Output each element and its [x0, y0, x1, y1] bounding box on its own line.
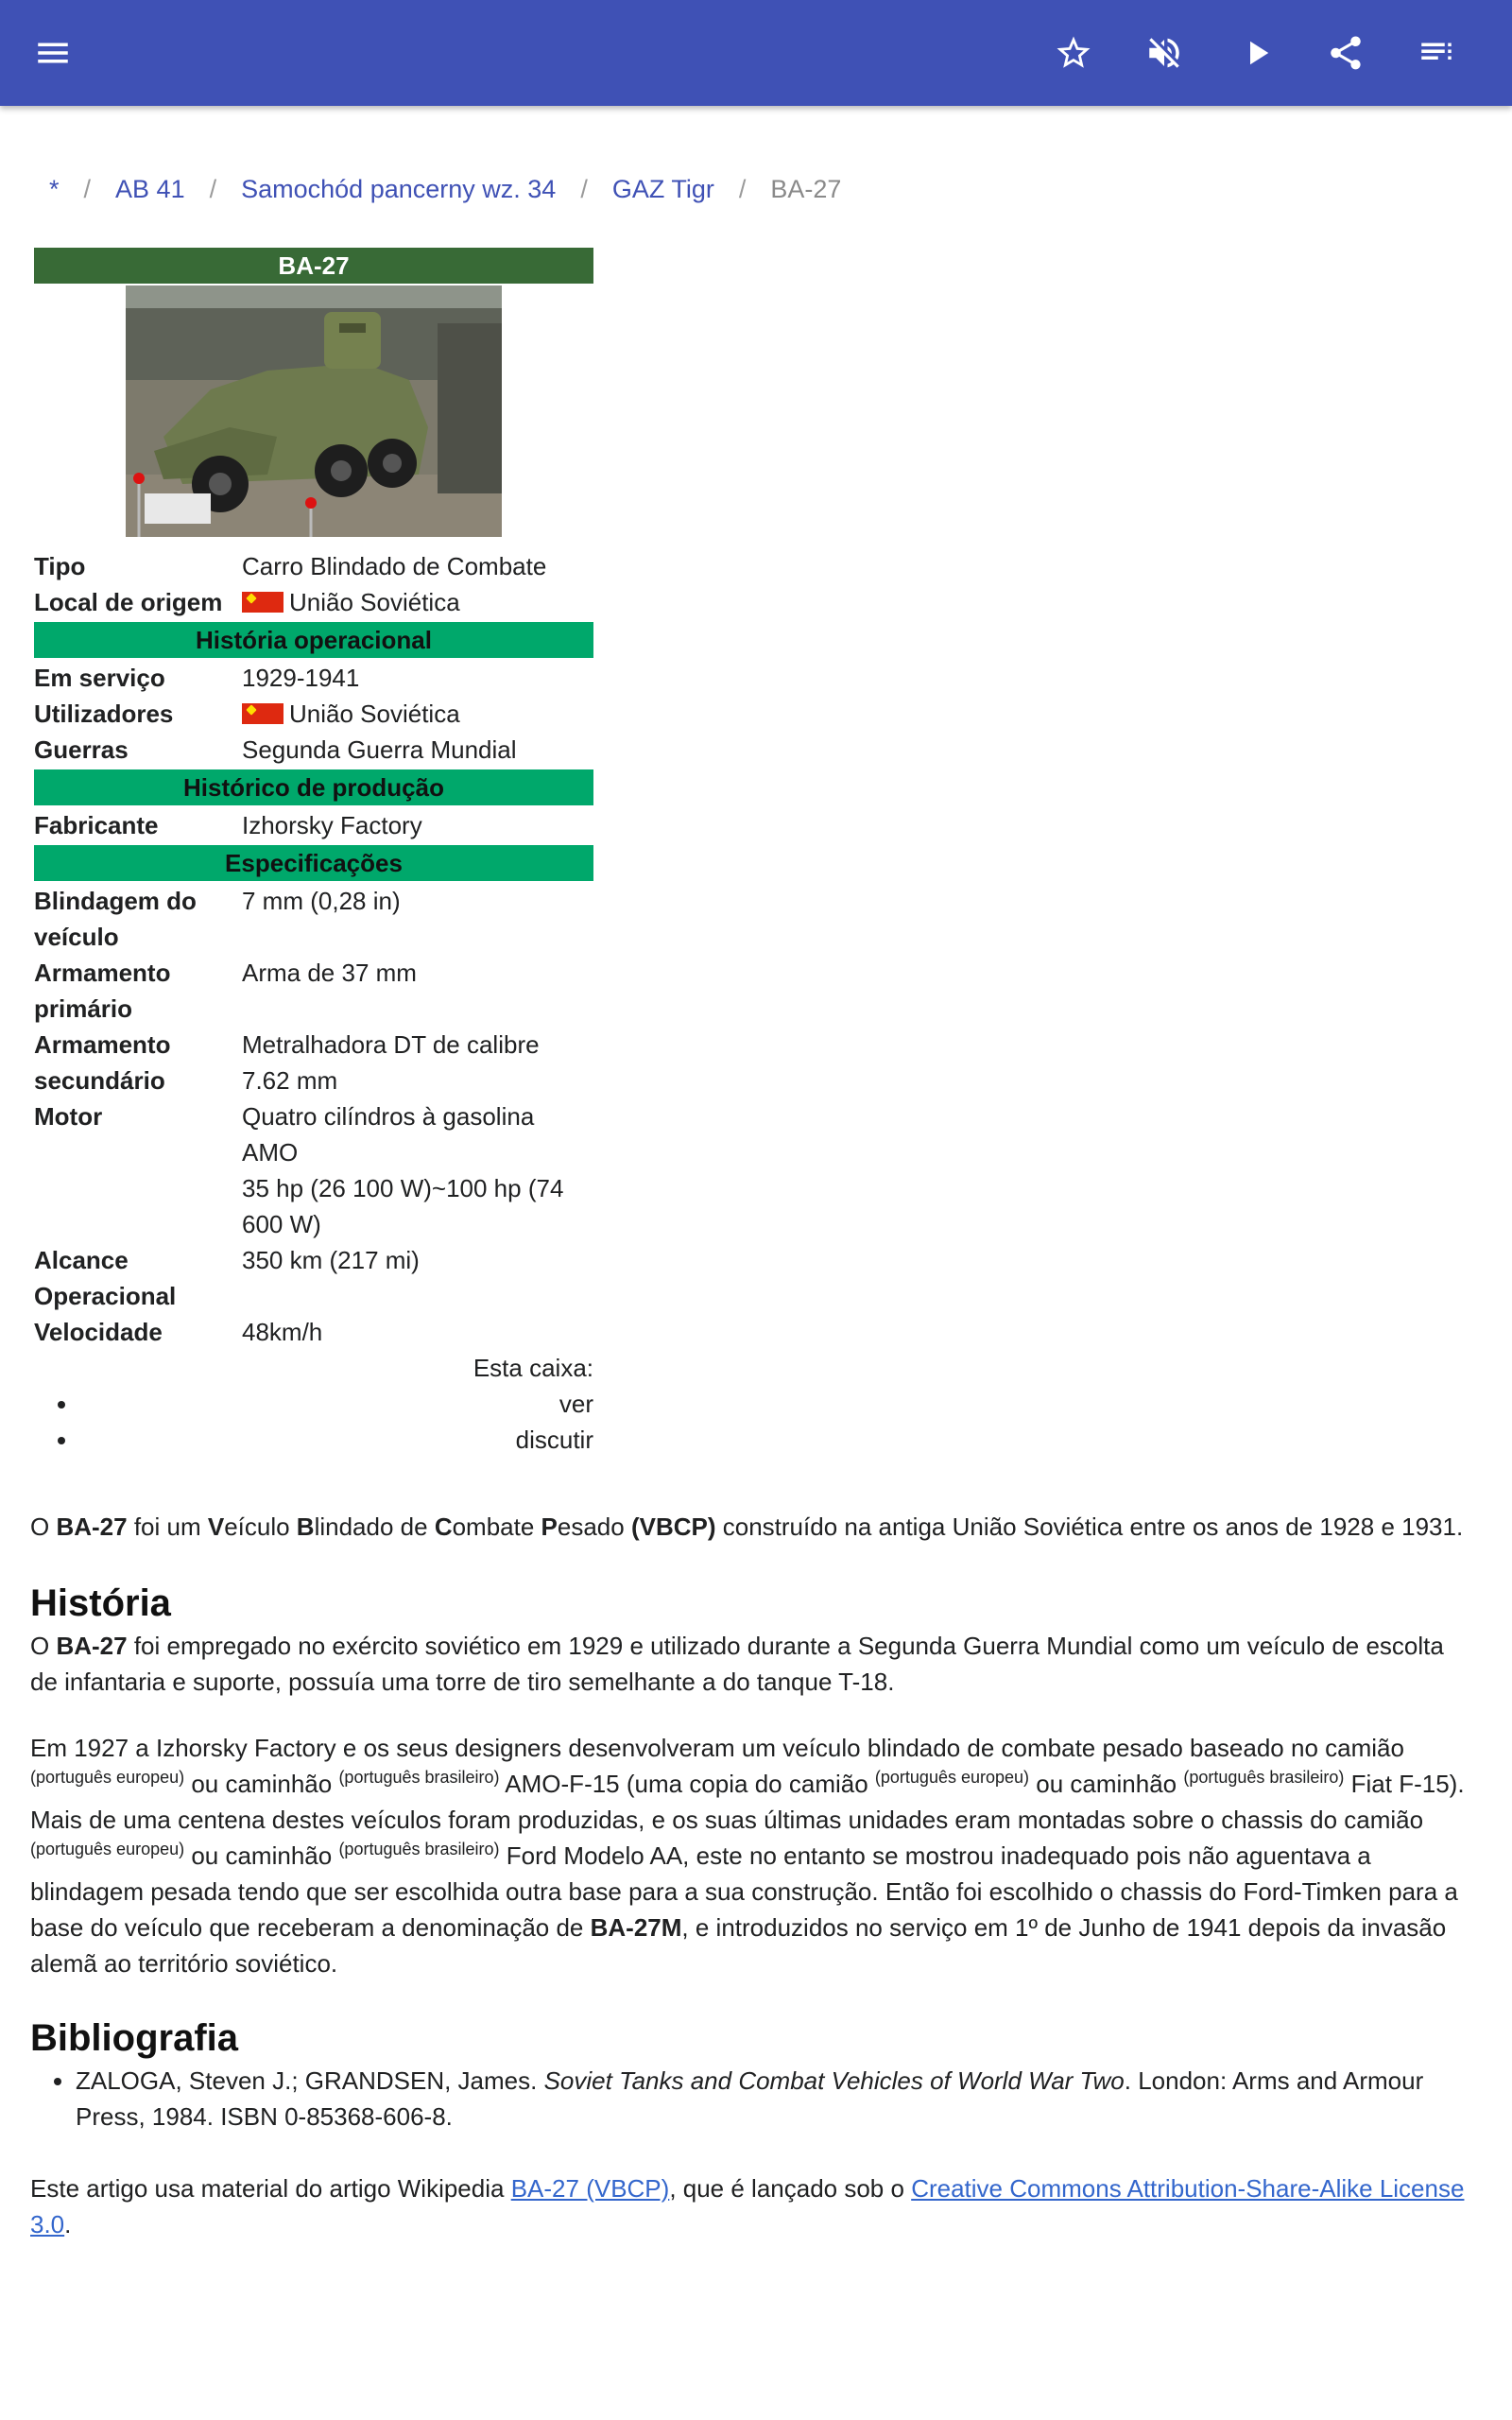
menu-icon[interactable]	[26, 26, 79, 79]
breadcrumb	[49, 170, 841, 208]
breadcrumb-separator: /	[738, 174, 747, 203]
breadcrumb-item-samochod[interactable]: Samochód pancerny wz. 34	[241, 174, 557, 203]
motor-description: Quatro cilíndros à gasolina AMO	[242, 1102, 535, 1167]
volume-off-icon[interactable]	[1138, 26, 1191, 79]
breadcrumb-separator: /	[209, 174, 217, 203]
infobox-row-alcance	[34, 1242, 593, 1314]
breadcrumb-separator: /	[83, 174, 92, 203]
infobox-row-armamento-primario	[34, 955, 593, 1027]
infobox-value: 1929-1941	[242, 664, 360, 692]
infobox-value: Arma de 37 mm	[242, 959, 417, 987]
infobox-value: 7 mm (0,28 in)	[242, 887, 401, 915]
app-bar	[0, 0, 1512, 106]
infobox-row-utilizadores	[34, 696, 593, 732]
breadcrumb-separator: /	[580, 174, 588, 203]
infobox-value: Carro Blindado de Combate	[242, 552, 547, 580]
infobox-row-fabricante	[34, 807, 593, 843]
play-icon[interactable]	[1230, 26, 1283, 79]
historia-paragraph-2: Em 1927 a Izhorsky Factory e os seus designers desenvolveram um veículo blindado de combate pesado baseado no camião $^{(português europeu)}$ ou caminhão $^{(português brasileiro)}$ AMO-F-15 (uma copia do camião $^{(português europeu)}$ ou caminhão $^{(português brasileiro)}$ Fiat F-15). Mais de uma centena destes veículos foram produzidas, e os suas últimas unidades eram montadas sobre o chassis do camião $^{(português europeu)}$ ou caminhão $^{(português brasileiro)}$ Ford Modelo AA, este no entanto se mostrou inadequado pois não aguentava a blindagem pesada tendo que ser escolhida outra base para a sua construção. Então foi escolhido o chassis do Ford-Timken para a base do veículo que receberam a denominação de BA-27M, e introduzidos no serviço em 1º de Junho de 1941 depois da invasão alemã ao território soviético.	[30, 1734, 1465, 1978]
breadcrumb-item-current: BA-27	[770, 174, 842, 203]
infobox-label: Motor	[34, 1102, 103, 1131]
navbox-label: Esta caixa:	[472, 1354, 593, 1382]
country-name[interactable]: União Soviética	[289, 700, 460, 728]
infobox	[34, 248, 593, 1458]
star-outline-icon[interactable]	[1047, 26, 1100, 79]
infobox-value	[242, 696, 593, 732]
country-name[interactable]: União Soviética	[289, 588, 460, 616]
share-icon[interactable]	[1319, 26, 1372, 79]
navbox-discuss-link[interactable]: • discutir	[79, 1422, 593, 1458]
infobox-label: Armamento primário	[34, 959, 171, 1023]
infobox-section-header: Histórico de produção	[34, 769, 593, 805]
breadcrumb-item-root[interactable]: *	[49, 174, 60, 203]
article-body	[30, 1509, 1476, 2242]
infobox-row-guerras	[34, 732, 593, 768]
breadcrumb-item-gaz-tigr[interactable]: GAZ Tigr	[611, 174, 714, 203]
license-paragraph: Este artigo usa material do artigo Wikipedia BA-27 (VBCP), que é lançado sob o Creative Commons Attribution-Share-Alike License 3.0.	[30, 2174, 1465, 2238]
infobox-label: Utilizadores	[34, 700, 174, 728]
bibliography-list	[30, 2063, 1476, 2135]
infobox-row-tipo	[34, 548, 593, 584]
infobox-value: Metralhadora DT de calibre 7.62 mm	[242, 1030, 540, 1095]
infobox-row-motor	[34, 1098, 593, 1242]
infobox-row-origem	[34, 584, 593, 620]
infobox-section-header: História operacional	[34, 622, 593, 658]
infobox-row-velocidade	[34, 1314, 593, 1350]
infobox-row-armamento-secundario	[34, 1027, 593, 1098]
motor-power: 35 hp (26 100 W)~100 hp (74 600 W)	[242, 1174, 564, 1238]
infobox-row-servico	[34, 660, 593, 696]
vehicle-photo	[126, 285, 502, 537]
navbox	[34, 1350, 593, 1458]
infobox-value: 48km/h	[242, 1318, 323, 1346]
infobox-label: Alcance Operacional	[34, 1246, 177, 1310]
historia-heading: História	[30, 1582, 171, 1624]
infobox-title: BA-27	[34, 248, 593, 284]
infobox-label: Velocidade	[34, 1318, 163, 1346]
infobox-value: 350 km (217 mi)	[242, 1246, 420, 1274]
infobox-row-blindagem	[34, 883, 593, 955]
infobox-value	[242, 584, 593, 620]
bibliography-item: • ZALOGA, Steven J.; GRANDSEN, James. Soviet Tanks and Combat Vehicles of World War Two. London: Arms and Armour Press, 1984. ISBN 0-85368-606-8.	[76, 2063, 1476, 2135]
infobox-value: Izhorsky Factory	[242, 811, 422, 839]
breadcrumb-item-ab41[interactable]: AB 41	[115, 174, 185, 203]
soviet-flag-icon	[242, 592, 284, 613]
intro-paragraph: O BA-27 foi um Veículo Blindado de Combate Pesado (VBCP) construído na antiga União Soviética entre os anos de 1928 e 1931.	[30, 1512, 1464, 1541]
infobox-label: Blindagem do veículo	[34, 887, 197, 951]
historia-paragraph-1: O BA-27 foi empregado no exército soviético em 1929 e utilizado durante a Segunda Guerra Mundial como um veículo de escolta de infantaria e suporte, possuía uma torre de tiro semelhante a do tanque T-18.	[30, 1632, 1444, 1696]
infobox-section-header: Especificações	[34, 845, 593, 881]
wikipedia-article-link[interactable]: BA-27 (VBCP)	[510, 2174, 670, 2203]
infobox-value[interactable]: Segunda Guerra Mundial	[242, 735, 517, 764]
navbox-view-link[interactable]: • ver	[79, 1386, 593, 1422]
infobox-label: Em serviço	[34, 664, 165, 692]
license-link[interactable]: Creative Commons Attribution-Share-Alike License 3.0	[30, 2174, 1465, 2238]
playlist-icon[interactable]	[1410, 26, 1463, 79]
bibliografia-heading: Bibliografia	[30, 2017, 239, 2059]
soviet-flag-icon	[242, 703, 284, 724]
infobox-value	[242, 1098, 593, 1242]
infobox-label: Local de origem	[34, 588, 223, 616]
infobox-label: Armamento secundário	[34, 1030, 171, 1095]
infobox-label: Tipo	[34, 552, 86, 580]
infobox-label: Fabricante	[34, 811, 159, 839]
infobox-label: Guerras	[34, 735, 129, 764]
